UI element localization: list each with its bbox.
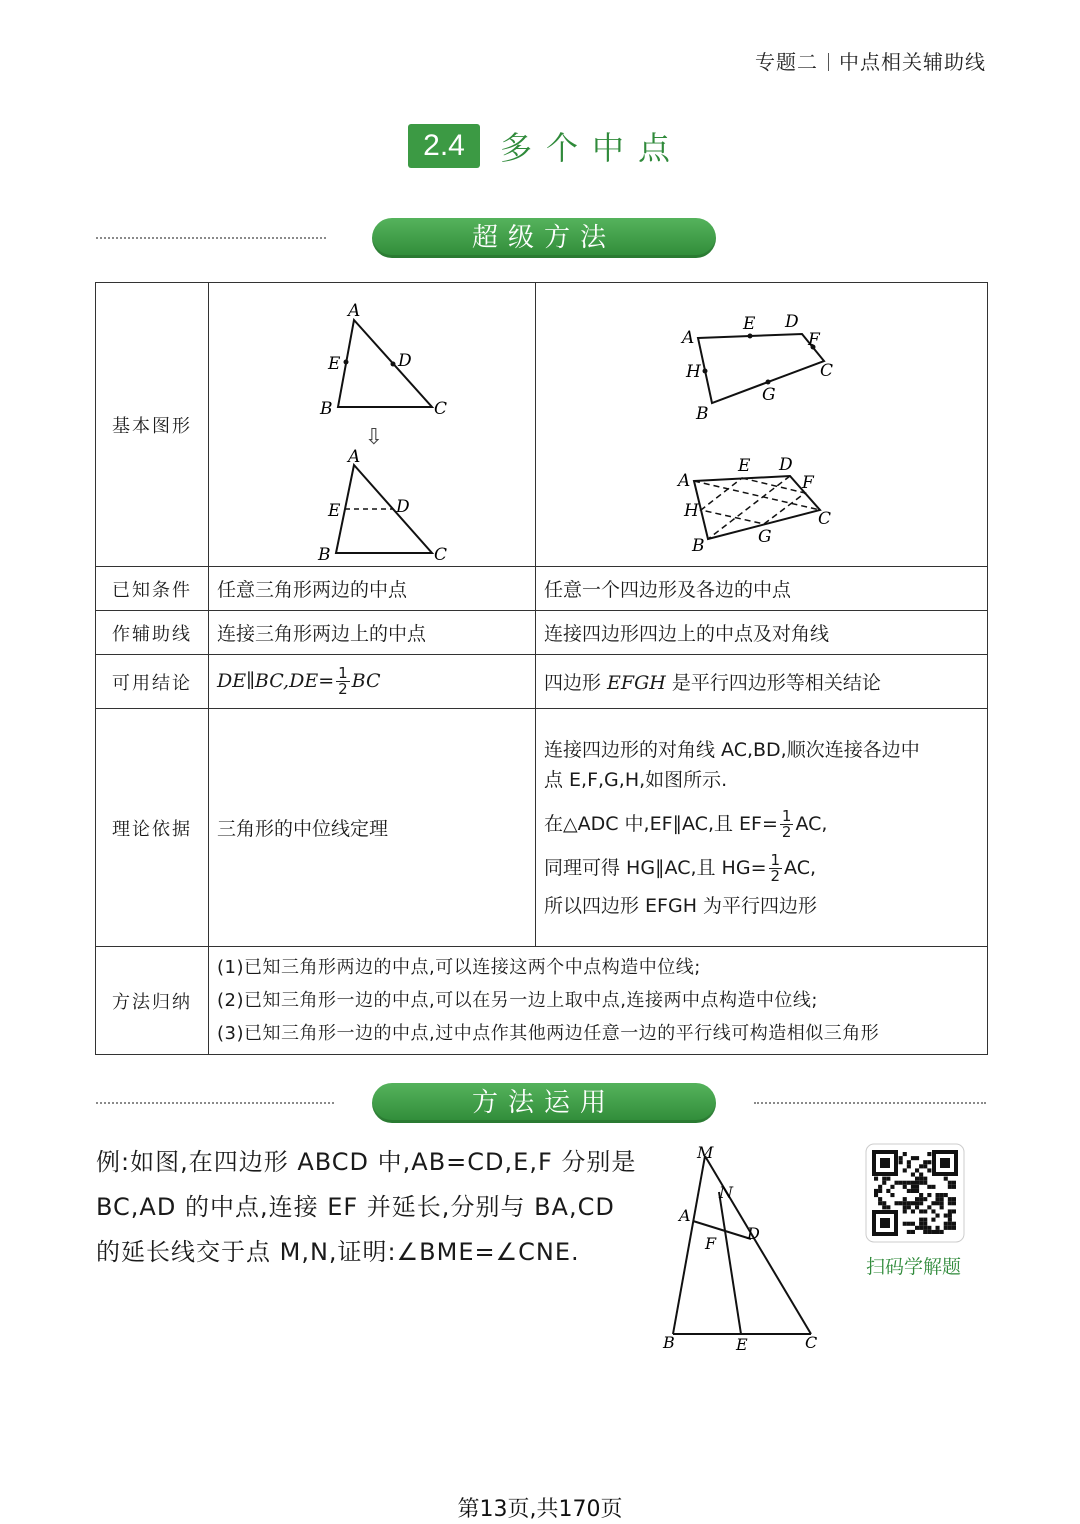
point-e-top: [344, 359, 349, 364]
fraction-numerator: 1: [338, 664, 348, 682]
method-table: [95, 282, 988, 1055]
point-d-top: [391, 361, 396, 366]
label-a-bottom: A: [348, 446, 361, 467]
label-h-q1: H: [685, 361, 701, 382]
top-triangle: [338, 320, 432, 407]
book-part: 专题二: [755, 50, 818, 74]
dotted-rule-left: [96, 237, 326, 239]
label-c-top: C: [434, 398, 448, 419]
point-g-q1: [765, 379, 770, 384]
label-d-ex: D: [747, 1224, 760, 1243]
quadrilateral-figure-cell: [536, 283, 988, 567]
summary-row: [96, 947, 988, 1055]
theory-triangle: 三角形的中位线定理: [209, 709, 536, 947]
theory-half-fraction-2: [769, 850, 783, 885]
label-d-bottom: D: [396, 496, 410, 517]
label-f-ex: F: [705, 1234, 717, 1253]
summary-item-2: (2)已知三角形一边的中点,可以在另一边上取中点,连接两中点构造中位线;: [217, 990, 819, 1011]
fraction-numerator: 1: [770, 850, 781, 869]
point-e-q1: [747, 333, 752, 338]
aux-row: [96, 611, 988, 655]
fraction-denominator: 2: [781, 822, 792, 841]
dotted-rule-right-2: [754, 1102, 986, 1104]
label-b-bottom: B: [318, 544, 331, 565]
label-e-top: E: [328, 353, 341, 374]
label-c-q1: C: [819, 360, 833, 381]
label-a-top: A: [348, 300, 361, 321]
label-c-q2: C: [817, 508, 831, 529]
figure-row: [96, 283, 988, 567]
row-label-result: 可用结论: [96, 655, 209, 709]
label-e-q2: E: [737, 455, 750, 476]
label-b-top: B: [320, 398, 333, 419]
line-mb: [673, 1156, 705, 1334]
label-e-ex: E: [736, 1335, 748, 1354]
label-e-q1: E: [742, 313, 755, 334]
label-a-q1: A: [681, 327, 694, 348]
label-a-q2: A: [677, 470, 690, 491]
theory-row: [96, 709, 988, 947]
example-problem: 例:如图,在四边形 ABCD 中,AB=CD,E,F 分别是 BC,AD 的中点,连接 EF 并延长,分别与 BA,CD 的延长线交于点 M,N,证明:∠BME=∠CNE.: [96, 1148, 637, 1266]
diagonal-bd: [708, 476, 790, 539]
theory-line-2: 点 E,F,G,H,如图所示.: [544, 768, 728, 791]
summary-item-3: (3)已知三角形一边的中点,过中点作其他两边任意一边的平行线可构造相似三角形: [217, 1023, 880, 1044]
label-b-q2: B: [691, 535, 704, 556]
theory-half-fraction-1: [780, 806, 794, 841]
result-row: [96, 655, 988, 709]
label-d-q1: D: [784, 311, 799, 332]
method-banner: 超级方法: [372, 218, 716, 258]
result-quad-pre: 四边形: [544, 672, 608, 694]
label-b-q1: B: [695, 403, 708, 424]
theory-line-3-pre: 在△ADC 中,EF∥AC,且 EF=: [544, 812, 778, 835]
theory-line-4-pre: 同理可得 HG∥AC,且 HG=: [544, 856, 767, 879]
section-title: 多个中点: [500, 129, 685, 167]
fraction-denominator: 2: [770, 866, 781, 885]
triangle-figure-cell: [209, 283, 536, 567]
label-h-q2: H: [683, 500, 699, 521]
label-c-ex: C: [805, 1333, 818, 1352]
known-row: [96, 567, 988, 611]
result-triangle: [209, 655, 536, 709]
label-d-q2: D: [778, 454, 793, 475]
quadrilateral-midpoint-figure: [662, 305, 862, 556]
qr-code-icon[interactable]: [866, 1144, 964, 1242]
row-label-summary: 方法归纳: [96, 947, 209, 1055]
label-f-q1: F: [807, 329, 820, 350]
page-number: 第13页,共170页: [457, 1497, 623, 1522]
qr-caption: 扫码学解题: [866, 1256, 962, 1278]
triangle-midline-figure: [282, 290, 462, 565]
summary-item-1: (1)已知三角形两边的中点,可以连接这两个中点构造中位线;: [217, 957, 701, 978]
label-a-ex: A: [679, 1206, 691, 1225]
label-f-q2: F: [801, 472, 814, 493]
fraction-numerator: 1: [781, 806, 792, 825]
chapter-topic: 中点相关辅助线: [839, 50, 986, 74]
result-quad-efgh: EFGH: [607, 672, 666, 694]
running-header: [755, 46, 986, 75]
result-quadrilateral: [536, 655, 988, 709]
line-ad: [693, 1221, 751, 1239]
fraction-denominator: 2: [338, 680, 348, 698]
label-g-q1: G: [761, 384, 776, 405]
theory-line-4-post: AC,: [784, 856, 817, 879]
label-b-ex: B: [663, 1333, 675, 1352]
label-g-q2: G: [757, 526, 772, 547]
theory-line-3-post: AC,: [795, 812, 828, 835]
known-triangle: 任意三角形两边的中点: [209, 567, 536, 611]
theory-line-3: [544, 803, 979, 845]
label-m: M: [697, 1143, 714, 1162]
header-divider: [828, 53, 829, 71]
application-banner: 方法运用: [372, 1083, 716, 1123]
theory-line-1: 连接四边形的对角线 AC,BD,顺次连接各边中: [544, 738, 920, 761]
row-label-theory: 理论依据: [96, 709, 209, 947]
top-quadrilateral: [698, 334, 824, 403]
aux-triangle: 连接三角形两边上的中点: [209, 611, 536, 655]
theory-line-4: [544, 845, 979, 891]
result-formula-rhs: BC: [351, 670, 381, 692]
result-half-fraction: [336, 666, 350, 697]
down-arrow-icon: ⇩: [364, 424, 384, 450]
section-number: 2.4: [408, 124, 480, 168]
row-label-aux: 作辅助线: [96, 611, 209, 655]
theory-line-5: 所以四边形 EFGH 为平行四边形: [544, 894, 818, 917]
theory-quadrilateral: [536, 709, 988, 947]
line-ne: [719, 1192, 741, 1334]
label-d-top: D: [398, 350, 412, 371]
label-n: N: [719, 1183, 733, 1202]
result-quad-post: 是平行四边形等相关结论: [665, 672, 881, 694]
point-h-q1: [702, 368, 707, 373]
example-figure: [655, 1140, 825, 1360]
known-quadrilateral: 任意一个四边形及各边的中点: [536, 567, 988, 611]
label-e-bottom: E: [328, 500, 341, 521]
label-c-bottom: C: [434, 544, 448, 565]
dotted-rule-left-2: [96, 1102, 334, 1104]
aux-quadrilateral: 连接四边形四边上的中点及对角线: [536, 611, 988, 655]
result-formula-lhs: DE∥BC,DE=: [217, 670, 335, 692]
row-label-known: 已知条件: [96, 567, 209, 611]
summary-cell: [209, 947, 988, 1055]
row-label-figure: 基本图形: [96, 283, 209, 567]
